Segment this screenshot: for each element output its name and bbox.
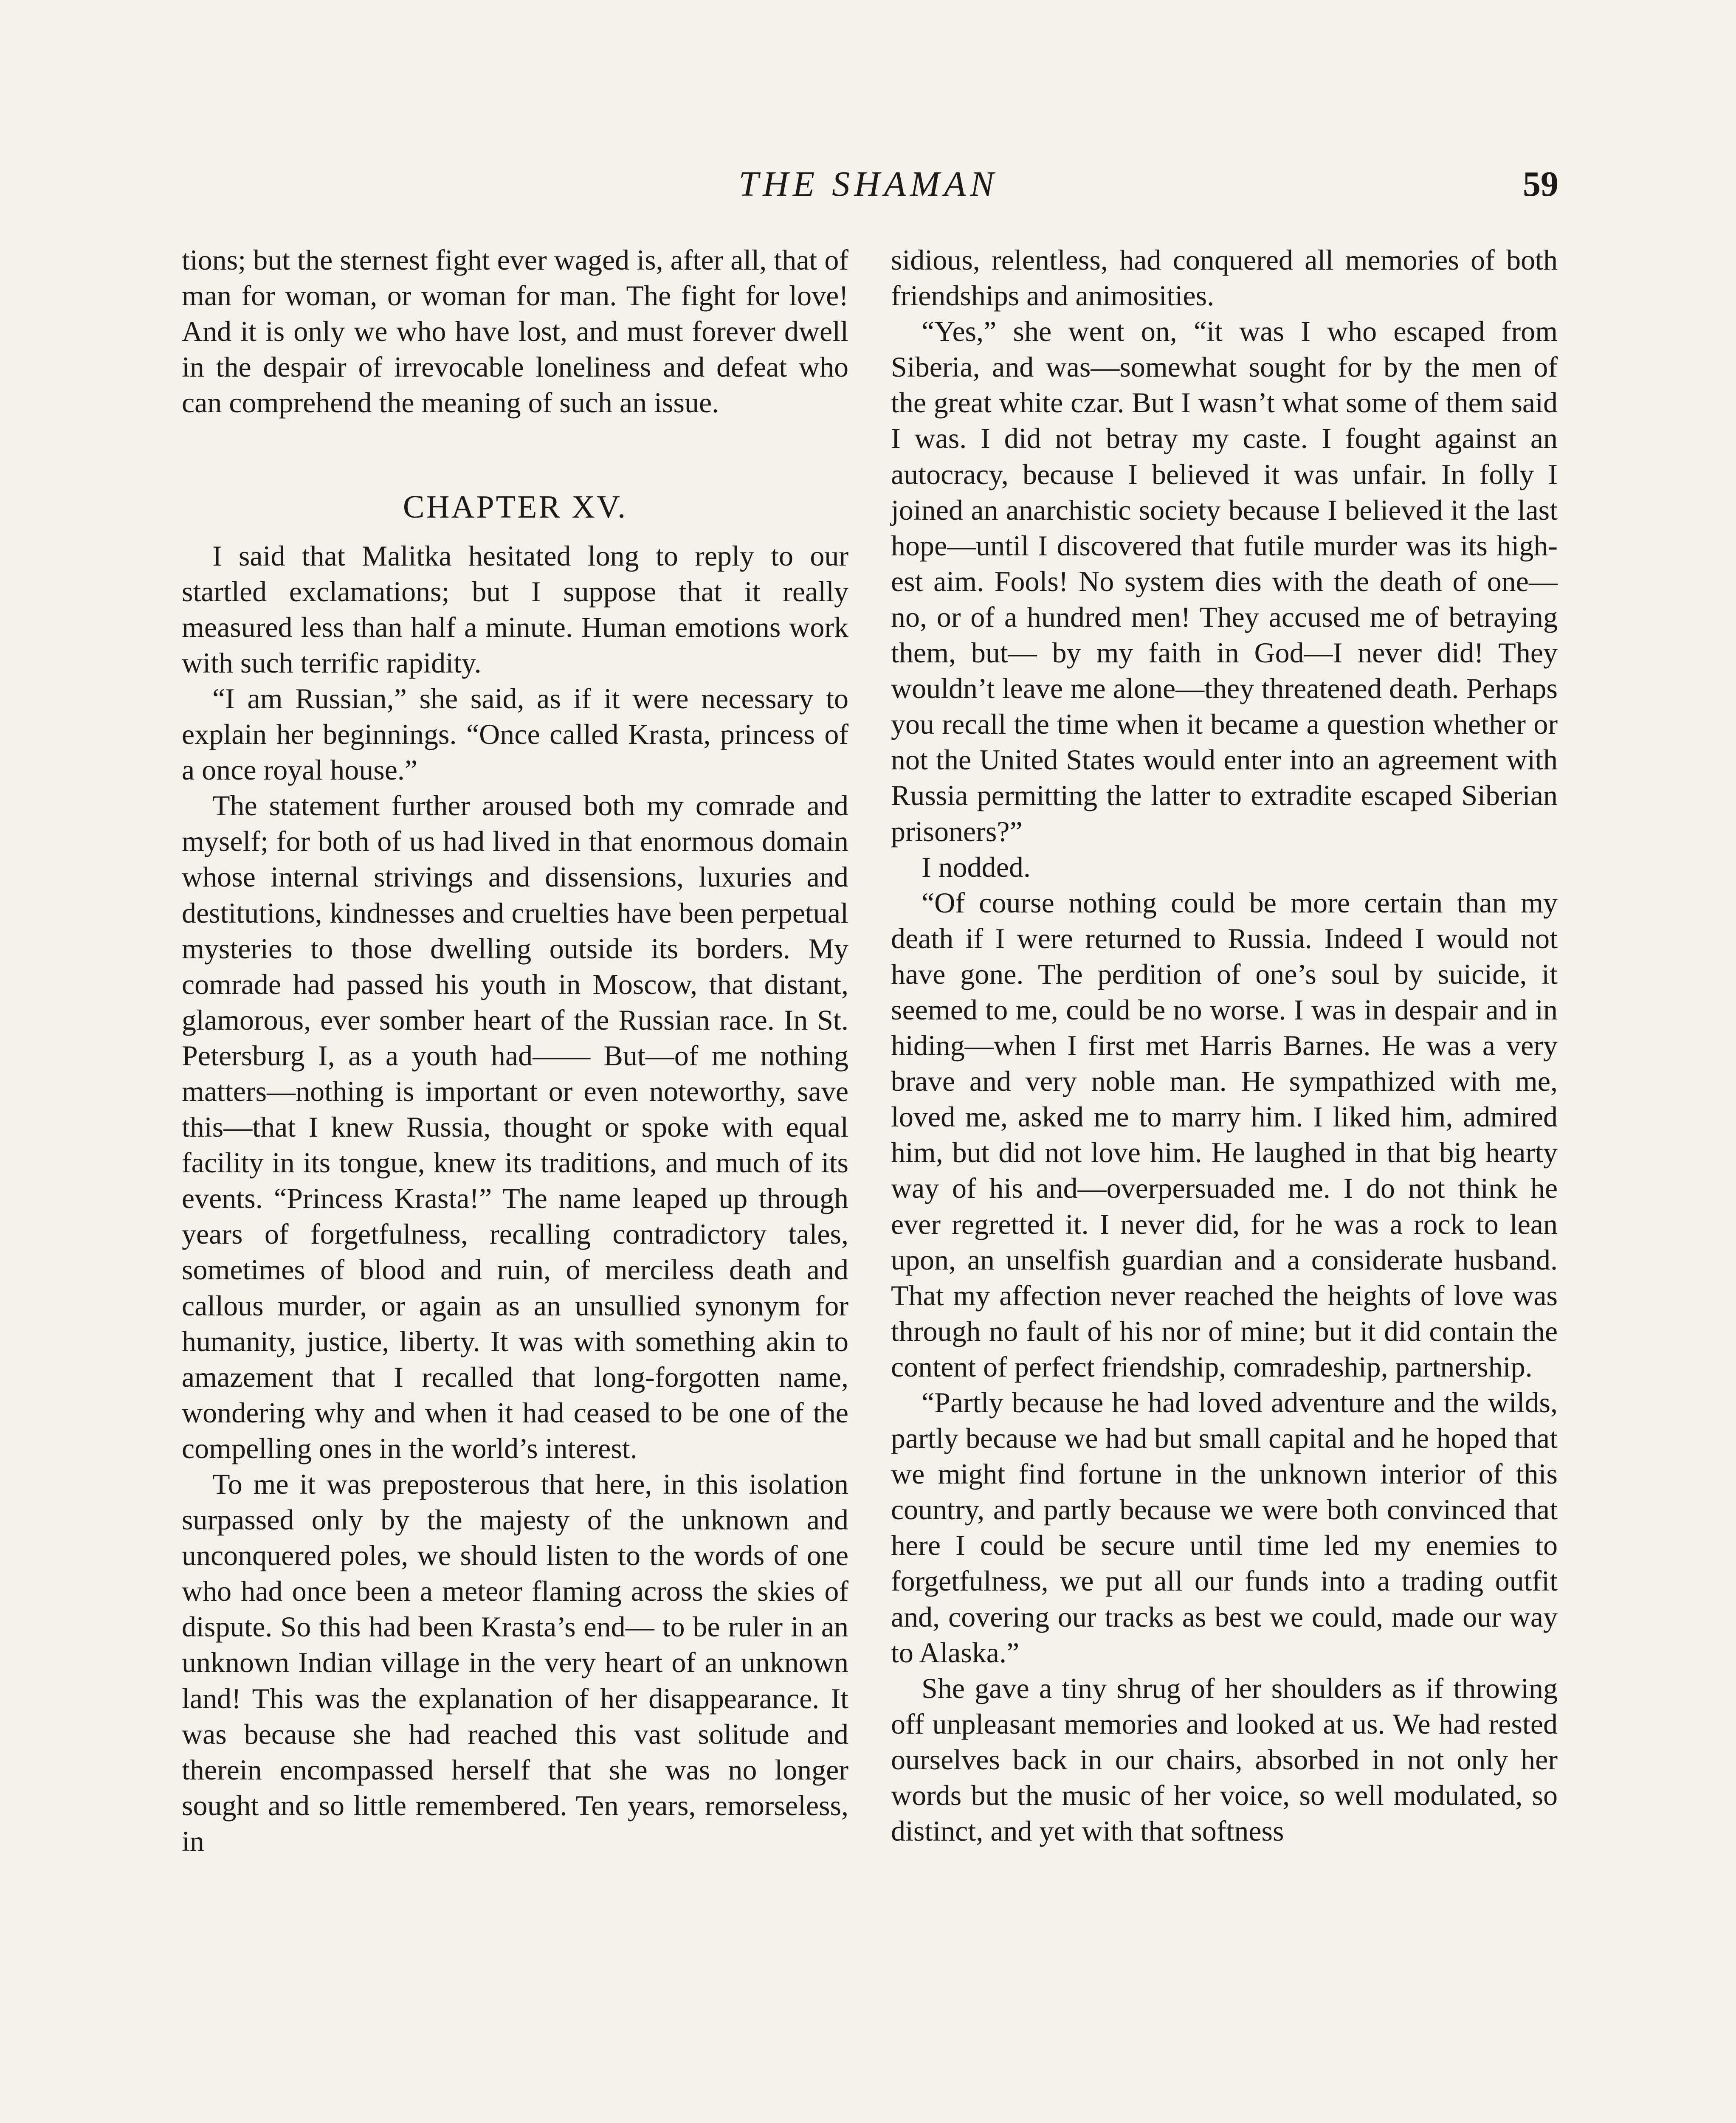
running-title: THE SHAMAN (738, 164, 998, 204)
paragraph: The statement further aroused both my comrade and myself; for both of us had lived in that enormous domain whose internal strivings and dissensions, luxuries and destitutions, kindnesses and cruelties have been perpetual mysteries to those dwelling outside its borders. My comrade had passed his youth in Moscow, that distant, glamorous, ever somber heart of the Russian race. In St. Petersburg I, as a youth had—— But—of me nothing matters—nothing is important or even noteworthy, save this—that I knew Russia, thought or spoke with equal facility in its tongue, knew its traditions, and much of its events. “Princess Krasta!” The name leaped up through years of forgetfulness, recalling contradictory tales, sometimes of blood and ruin, of merciless death and callous murder, or again as an unsullied synonym for humanity, justice, liberty. It was with something akin to amazement that I recalled that long-forgotten name, wondering why and when it had ceased to be one of the compelling ones in the world’s interest. (182, 789, 848, 1464)
paragraph: “Of course nothing could be more certain than my death if I were returned to Russia. Indeed I would not have gone. The perdition of one’s soul by suicide, it seemed to me, could be no worse. I was in despair and in hiding—when I first met Harris Barnes. He was a very brave and very noble man. He sympathized with me, loved me, asked me to marry him. I liked him, admired him, but did not love him. He laughed in that big hearty way of his and—overpersuaded me. I do not think he ever regretted it. I never did, for he was a rock to lean upon, an unselfish guardian and a considerate husband. That my affection never reached the heights of love was through no fault of his nor of mine; but it did contain the content of perfect friendship, comradeship, partnership. (891, 886, 1558, 1383)
paragraph: I said that Malitka hesitated long to reply to our startled exclamations; but I suppose that it really measured less than half a minute. Human emotions work with such terrific rapidity. (182, 539, 848, 679)
paragraph: To me it was preposterous that here, in this isolation surpassed only by the majesty of the unknown and unconquered poles, we should listen to the words of one who had once been a meteor flaming across the skies of dispute. So this had been Krasta’s end— to be ruler in an unknown Indian village in the very heart of an unknown land! This was the explanation of her disappearance. It was because she had reached this vast solitude and therein encompassed herself that she was no longer sought and so little remembered. Ten years, remorseless, in (182, 1468, 848, 1857)
left-column (182, 242, 848, 1859)
paragraph: “Yes,” she went on, “it was I who escaped from Siberia, and was—somewhat sought for by the men of the great white czar. But I wasn’t what some of them said I was. I did not betray my caste. I fought against an autocracy, because I believed it was unfair. In folly I joined an anarchistic society because I believed it the last hope—until I discovered that futile murder was its highest aim. Fools! No system dies with the death of one—no, or of a hundred men! They accused me of betraying them, but— by my faith in God—I never did! They wouldn’t leave me alone—they threatened death. Perhaps you recall the time when it became a question whether or not the United States would enter into an agreement with Russia permitting the latter to extradite escaped Siberian prisoners?” (891, 315, 1558, 848)
paragraph: “I am Russian,” she said, as if it were necessary to explain her beginnings. “Once called Krasta, princess of a once royal house.” (182, 682, 848, 786)
page-header (178, 163, 1558, 219)
chapter-heading: CHAPTER XV. (403, 489, 628, 525)
paragraph: “Partly because he had loved adventure and the wilds, partly because we had but small capital and he hoped that we might find fortune in the unknown interior of this country, and partly because we were both convinced that here I could be secure until time led my enemies to forgetfulness, we put all our funds into a trading outfit and, covering our tracks as best we could, made our way to Alaska.” (891, 1386, 1558, 1669)
page-number: 59 (1523, 164, 1558, 204)
paragraph: She gave a tiny shrug of her shoulders as if throwing off unpleasant memories and looked at us. We had rested ourselves back in our chairs, absorbed in not only her words but the music of her voice, so well modulated, so distinct, and yet with that softness (891, 1672, 1558, 1847)
paragraph-continuation: sidious, relentless, had conquered all memories of both friendships and animosities. (891, 244, 1558, 312)
paragraph-continuation: tions; but the sternest fight ever waged is, after all, that of man for woman, or woman for man. The fight for love! And it is only we who have lost, and must forever dwell in the despair of irrevocable loneliness and defeat who can comprehend the meaning of such an issue. (182, 244, 848, 419)
right-column (891, 242, 1558, 1849)
paragraph: I nodded. (922, 850, 1031, 883)
